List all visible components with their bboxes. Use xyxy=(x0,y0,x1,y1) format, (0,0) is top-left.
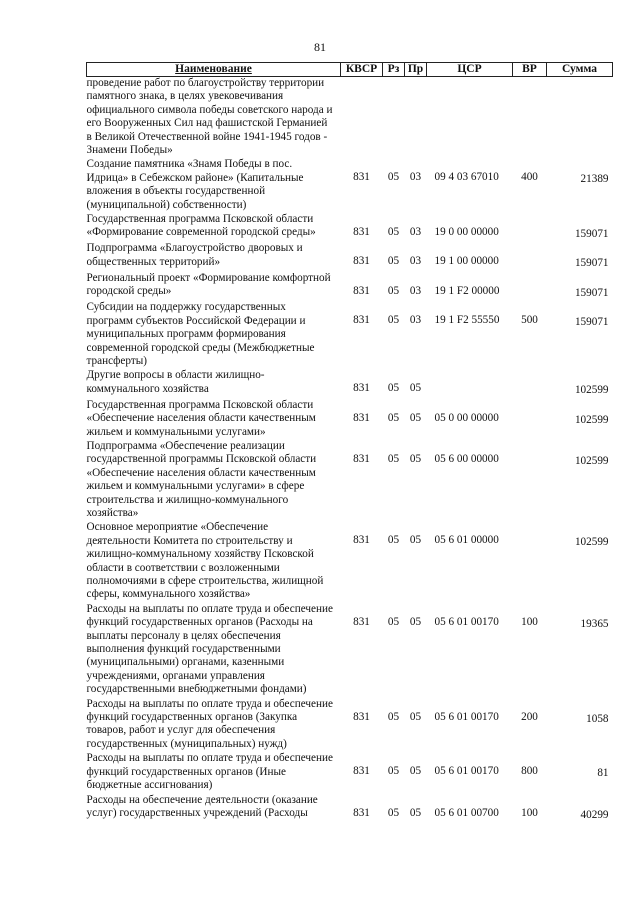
cell-sum: 21389 xyxy=(580,173,609,186)
cell-rz: 05 xyxy=(387,411,400,424)
cell-rz: 05 xyxy=(387,284,400,297)
cell-sum: 159071 xyxy=(574,286,609,299)
cell-pr: 05 xyxy=(409,765,422,778)
cell-kvsr xyxy=(341,77,383,159)
header-name: Наименование xyxy=(87,63,341,77)
cell-name: Государственная программа Псковской области «Обеспечение населения области качественным жильем и коммунальными услугами» xyxy=(86,398,316,438)
cell-rz: 05 xyxy=(387,314,400,327)
table-row xyxy=(87,301,613,369)
cell-kvsr: 831 xyxy=(353,314,370,327)
table-row xyxy=(87,603,613,698)
cell-kvsr: 831 xyxy=(353,411,370,424)
cell-csr: 05 6 01 00700 xyxy=(434,806,499,819)
cell-vr xyxy=(513,272,547,301)
cell-rz xyxy=(383,77,405,159)
cell-sum: 102599 xyxy=(574,536,609,549)
cell-name: Подпрограмма «Благоустройство дворовых и общественных территорий» xyxy=(86,242,303,268)
cell-rz: 05 xyxy=(387,171,400,184)
cell-kvsr: 831 xyxy=(353,226,370,239)
cell-csr: 05 6 01 00170 xyxy=(434,765,499,778)
cell-kvsr: 831 xyxy=(353,171,370,184)
cell-rz: 05 xyxy=(387,615,400,628)
cell-rz: 05 xyxy=(387,382,400,395)
cell-pr: 03 xyxy=(409,255,422,268)
cell-vr: 100 xyxy=(521,615,538,628)
cell-rz: 05 xyxy=(387,710,400,723)
table-row xyxy=(87,698,613,753)
header-rz: Рз xyxy=(383,63,405,77)
cell-csr: 19 1 F2 55550 xyxy=(434,314,500,327)
table-row xyxy=(87,369,613,398)
cell-vr xyxy=(513,242,547,271)
cell-kvsr: 831 xyxy=(353,806,370,819)
cell-sum: 102599 xyxy=(574,384,609,397)
table-row xyxy=(87,752,613,793)
budget-table xyxy=(86,62,613,823)
cell-csr: 19 1 00 00000 xyxy=(434,255,499,268)
cell-sum: 102599 xyxy=(574,413,609,426)
cell-name: Другие вопросы в области жилищно-коммунального хозяйства xyxy=(86,369,265,395)
table-row xyxy=(87,158,613,213)
table-row xyxy=(87,440,613,521)
table-header xyxy=(87,63,613,77)
cell-kvsr: 831 xyxy=(353,765,370,778)
cell-pr: 05 xyxy=(409,710,422,723)
cell-csr: 19 0 00 00000 xyxy=(434,226,499,239)
table-body xyxy=(87,77,613,823)
cell-name: Основное мероприятие «Обеспечение деятельности Комитета по строительству и жилищно-коммунальному хозяйству Псковской области в соответствии с возложенными полномочиями в сфере строительства, жилищной сферы, коммунального хозяйства» xyxy=(86,521,324,601)
table-row xyxy=(87,794,613,823)
table-row xyxy=(87,272,613,301)
cell-csr: 05 0 00 00000 xyxy=(434,411,499,424)
cell-pr: 05 xyxy=(409,452,422,465)
cell-pr: 05 xyxy=(409,615,422,628)
cell-name: Расходы на выплаты по оплате труда и обеспечение функций государственных органов (Расходы на выплаты персоналу в целях обеспечения выполнения функций государственными (муниципальными) органами, казенными учреждениями, органами управления государственными внебюджетными фондами) xyxy=(86,602,333,696)
table-row xyxy=(87,77,613,159)
cell-csr: 05 6 01 00000 xyxy=(434,534,499,547)
cell-pr xyxy=(405,77,427,159)
cell-pr: 05 xyxy=(409,806,422,819)
cell-pr: 05 xyxy=(409,411,422,424)
cell-csr xyxy=(427,77,513,159)
cell-csr xyxy=(427,369,513,398)
cell-name: Расходы на обеспечение деятельности (оказание услуг) государственных учреждений (Расходы xyxy=(86,793,318,819)
cell-sum: 159071 xyxy=(574,228,609,241)
page-number: 81 xyxy=(314,40,326,54)
header-pr: Пр xyxy=(405,63,427,77)
cell-sum xyxy=(547,77,613,159)
cell-vr xyxy=(513,399,547,440)
cell-name: проведение работ по благоустройству территории памятного знака, в целях увековечивания официального символа победы советского народа и его Вооруженных Сил над фашистской Германией в Великой Отечественной войне 1941-1945 годов - Знамени Победы» xyxy=(87,77,341,159)
cell-csr: 05 6 01 00170 xyxy=(434,710,499,723)
cell-rz: 05 xyxy=(387,765,400,778)
cell-vr xyxy=(513,521,547,602)
cell-vr: 200 xyxy=(521,710,538,723)
cell-rz: 05 xyxy=(387,806,400,819)
cell-sum: 81 xyxy=(597,767,609,780)
cell-kvsr: 831 xyxy=(353,452,370,465)
table-row xyxy=(87,399,613,440)
cell-sum: 159071 xyxy=(574,257,609,270)
cell-rz: 05 xyxy=(387,255,400,268)
cell-sum: 102599 xyxy=(574,454,609,467)
cell-rz: 05 xyxy=(387,534,400,547)
cell-kvsr: 831 xyxy=(353,615,370,628)
table-row xyxy=(87,242,613,271)
cell-vr xyxy=(513,213,547,242)
cell-vr xyxy=(513,440,547,521)
cell-vr: 500 xyxy=(521,314,538,327)
cell-vr: 400 xyxy=(521,171,538,184)
cell-pr: 03 xyxy=(409,171,422,184)
header-sum: Сумма xyxy=(547,63,613,77)
cell-name: Региональный проект «Формирование комфортной городской среды» xyxy=(86,271,331,298)
cell-csr: 05 6 01 00170 xyxy=(434,615,499,628)
cell-pr: 03 xyxy=(409,314,422,327)
cell-name: Расходы на выплаты по оплате труда и обеспечение функций государственных органов (Иные бюджетные ассигнования) xyxy=(86,752,333,792)
cell-csr: 19 1 F2 00000 xyxy=(434,284,500,297)
cell-vr xyxy=(513,369,547,398)
cell-rz: 05 xyxy=(387,226,400,239)
cell-name: Расходы на выплаты по оплате труда и обеспечение функций государственных органов (Закупка товаров, работ и услуг для обеспечения государственных (муниципальных) нужд) xyxy=(86,697,333,750)
cell-vr: 800 xyxy=(521,765,538,778)
cell-vr xyxy=(513,77,547,159)
cell-kvsr: 831 xyxy=(353,710,370,723)
cell-kvsr: 831 xyxy=(353,255,370,268)
table-row xyxy=(87,521,613,602)
cell-sum: 40299 xyxy=(580,808,609,821)
cell-sum: 1058 xyxy=(586,712,609,725)
cell-name: Государственная программа Псковской области «Формирование современной городской среды» xyxy=(86,213,316,239)
header-vr: ВР xyxy=(513,63,547,77)
cell-sum: 19365 xyxy=(580,617,609,630)
cell-pr: 05 xyxy=(409,534,422,547)
header-csr: ЦСР xyxy=(427,63,513,77)
cell-vr: 100 xyxy=(521,806,538,819)
table-row xyxy=(87,213,613,242)
cell-kvsr: 831 xyxy=(353,534,370,547)
cell-name: Подпрограмма «Обеспечение реализации государственной программы Псковской области «Обеспечение населения области качественным жильем и коммунальными услугами» в сфере строительства и жилищно-коммунального хозяйства» xyxy=(86,439,317,519)
cell-name: Субсидии на поддержку государственных программ субъектов Российской Федерации и муниципальных программ формирования современной городской среды (Межбюджетные трансферты) xyxy=(86,301,315,367)
cell-rz: 05 xyxy=(387,452,400,465)
cell-pr: 03 xyxy=(409,284,422,297)
cell-kvsr: 831 xyxy=(353,284,370,297)
cell-pr: 03 xyxy=(409,226,422,239)
cell-sum: 159071 xyxy=(574,316,609,329)
cell-csr: 05 6 00 00000 xyxy=(434,452,499,465)
cell-kvsr: 831 xyxy=(353,382,370,395)
cell-csr: 09 4 03 67010 xyxy=(434,171,499,184)
header-kvsr: КВСР xyxy=(341,63,383,77)
cell-pr: 05 xyxy=(409,382,422,395)
cell-name: Создание памятника «Знамя Победы в пос. Идрица» в Себежском районе» (Капитальные вложения в объекты государственной (муниципальной) собственности) xyxy=(86,158,304,211)
